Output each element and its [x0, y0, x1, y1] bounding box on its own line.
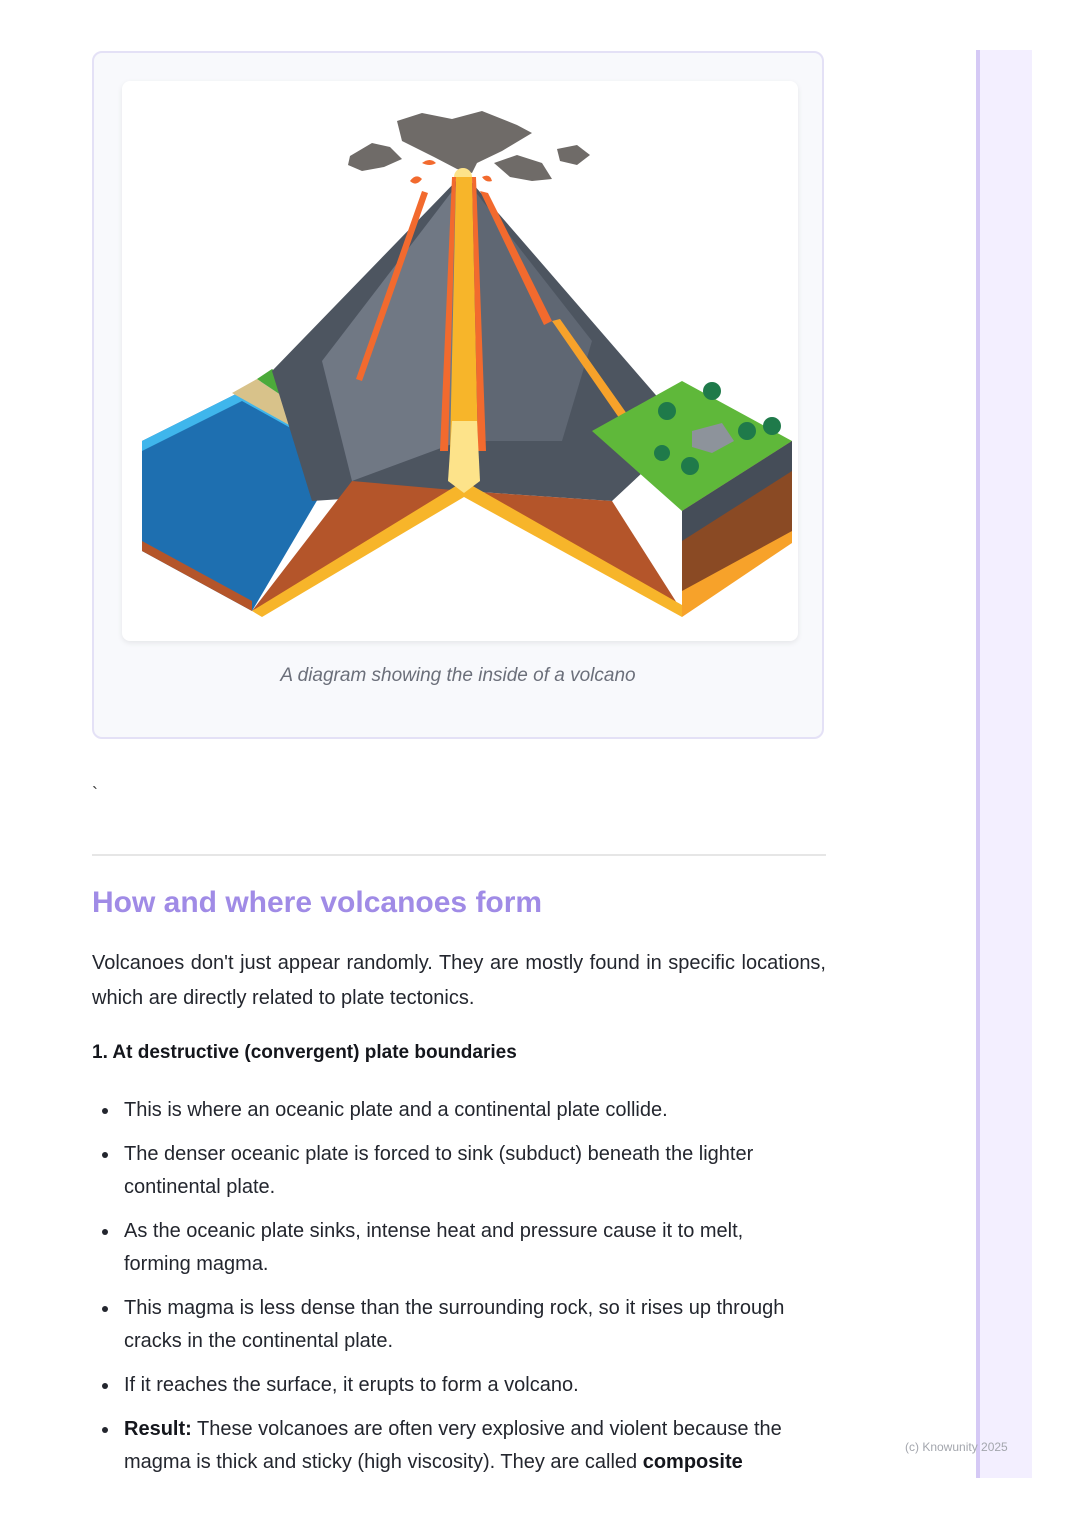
result-text: These volcanoes are often very explosive and violent because the magma is thick and sticky (high viscosity). They are called: [124, 1418, 782, 1473]
result-label: Result:: [124, 1418, 192, 1440]
section-divider: [92, 854, 826, 856]
list-item: The denser oceanic plate is forced to sink (subduct) beneath the lighter continental plate.: [124, 1138, 812, 1204]
list-item: If it reaches the surface, it erupts to form a volcano.: [124, 1369, 812, 1402]
copyright-note: (c) Knowunity 2025: [905, 1440, 1008, 1454]
list-item-result: [124, 1413, 812, 1479]
bullet-list: [92, 1094, 812, 1490]
list-item: This is where an oceanic plate and a continental plate collide.: [124, 1094, 812, 1127]
figure-caption: A diagram showing the inside of a volcano: [280, 665, 636, 686]
figure-card: [92, 51, 824, 739]
volcano-illustration: [122, 81, 798, 641]
stray-backtick: `: [92, 784, 98, 804]
result-emphasis: composite: [642, 1451, 743, 1473]
list-item: This magma is less dense than the surrounding rock, so it rises up through cracks in the continental plate.: [124, 1292, 812, 1358]
intro-paragraph: Volcanoes don't just appear randomly. They are mostly found in specific locations, which are directly related to plate tectonics.: [92, 952, 826, 1009]
volcano-diagram-image: [122, 81, 798, 641]
section-title: How and where volcanoes form: [92, 886, 543, 919]
list-item: As the oceanic plate sinks, intense heat and pressure cause it to melt, forming magma.: [124, 1215, 812, 1281]
subsection-heading: 1. At destructive (convergent) plate boundaries: [92, 1042, 517, 1063]
side-margin-panel: [976, 50, 1032, 1478]
